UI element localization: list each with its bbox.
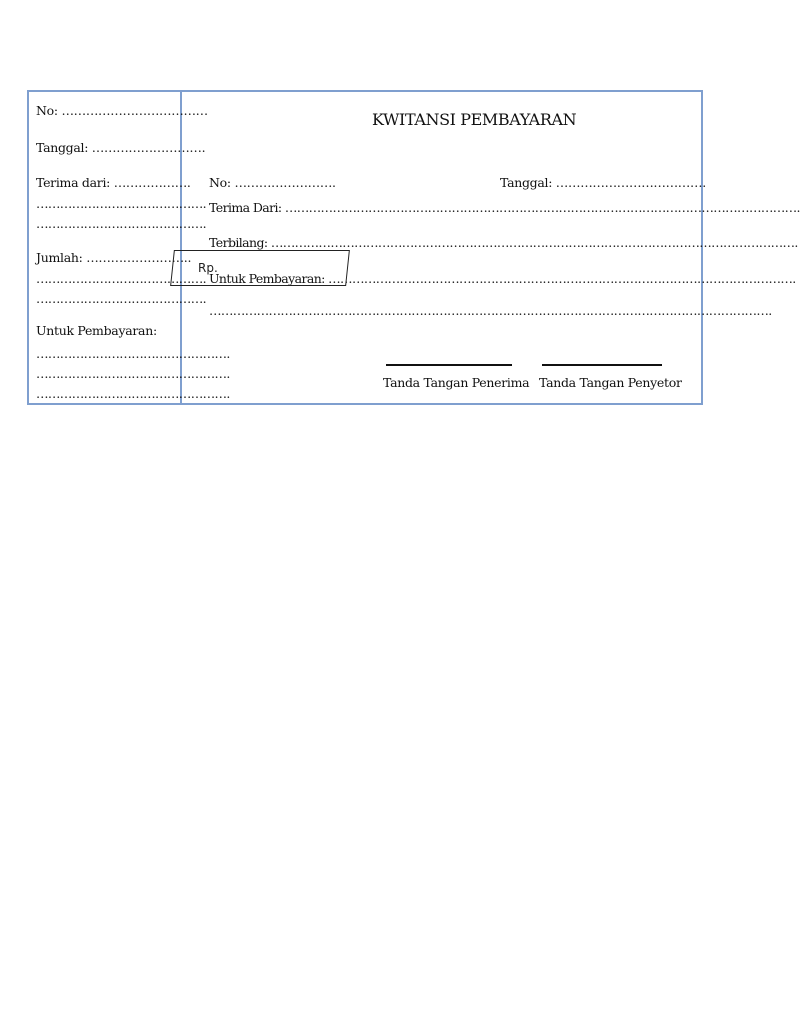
stub-untuk-pembayaran-label: Untuk Pembayaran: <box>36 323 157 338</box>
main-terima-dari-field: Terima Dari: …………………………………………………………………………………………………………………. <box>209 200 800 215</box>
signature-line-penyetor <box>542 364 662 366</box>
stub-untuk-line-2: …………………………………………. <box>36 366 230 381</box>
stub-untuk-line-1: …………………………………………. <box>36 346 230 361</box>
stub-terima-line-2: ……………………………………. <box>36 216 206 231</box>
stub-tanggal-field: Tanggal: ………………………. <box>36 140 206 155</box>
signature-penyetor-label: Tanda Tangan Penyetor <box>539 375 682 390</box>
main-no-field: No: ……………………. <box>209 175 336 190</box>
stub-terima-line-1: ……………………………………. <box>36 196 206 211</box>
signature-line-penerima <box>386 364 512 366</box>
receipt-title: KWITANSI PEMBAYARAN <box>372 110 577 129</box>
stub-terima-dari-field: Terima dari: ………………. <box>36 175 191 190</box>
stub-jumlah-field: Jumlah: …………………….. <box>36 250 192 265</box>
stub-no-field: No: ……………………………… <box>36 103 208 118</box>
signature-penerima-label: Tanda Tangan Penerima <box>383 375 530 390</box>
main-untuk-pembayaran-field: Untuk Pembayaran: ………………………………………………………………………………………………………. <box>209 271 796 286</box>
main-extra-line: ……………………………………………………………………………………………………………………………. <box>209 303 772 318</box>
main-terbilang-field: Terbilang: ……………………………………………………………………………………………………………………. <box>209 235 798 250</box>
stub-jumlah-line-2: ……………………………………. <box>36 291 206 306</box>
amount-rp-label: Rp. <box>198 261 218 275</box>
stub-untuk-line-3: …………………………………………. <box>36 386 230 401</box>
stub-jumlah-line-1: ……………………………………. <box>36 271 206 286</box>
main-tanggal-field: Tanggal: ………………………………. <box>500 175 706 190</box>
